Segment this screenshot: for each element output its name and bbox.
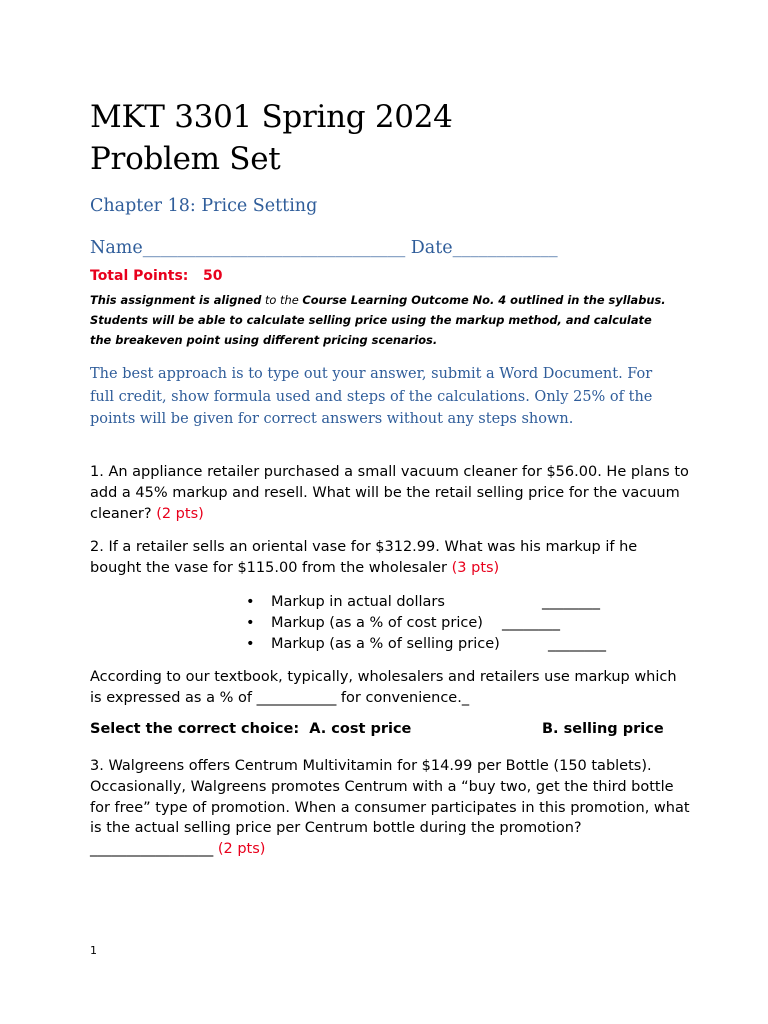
correct-choice-line [90,721,690,743]
total-points [90,268,223,284]
bullet-label: Markup (as a % of cost price) [271,614,483,631]
textbook-markup-question: According to our textbook, typically, wholesalers and retailers use markup which is expressed as a % of ___________ for convenience._ [90,669,677,706]
bullet-icon: • [246,635,255,652]
title-line-problem-set: Problem Set [90,141,281,177]
choice-b: B. selling price [542,721,664,737]
question-2-bullet-list [246,592,626,654]
total-points-label: Total Points: [90,268,189,284]
choice-a: Select the correct choice: A. cost price [90,721,412,737]
question-1-points: (2 pts) [156,505,204,522]
question-2-points: (3 pts) [451,559,500,576]
answer-blank: ________ [502,614,560,631]
question-3 [90,756,690,860]
title-line-course: MKT 3301 Spring 2024 [90,99,453,135]
alignment-part-1: This assignment is aligned [90,293,262,307]
question-3-text: 3. Walgreens offers Centrum Multivitamin for $14.99 per Bottle (150 tablets). Occasionally, Walgreens promotes Centrum with a “buy two, get the third bottle for free” type of promotion. When a consumer participates in this promotion, what is the actual selling price per Centrum bottle during the promotion? _________________ [90,758,690,858]
question-3-points: (2 pts) [217,841,266,858]
question-1 [90,462,690,524]
question-2-text: 2. If a retailer sells an oriental vase for $312.99. What was his markup if he bought the vase for $115.00 from the wholesaler [90,539,638,576]
list-item [246,634,626,655]
name-date-line [90,238,558,258]
alignment-part-2: to the [261,293,303,307]
name-blank: ______________________________ [142,238,406,258]
bullet-label: Markup in actual dollars [271,594,445,610]
list-item [246,592,626,613]
question-1-text: 1. An appliance retailer purchased a small vacuum cleaner for $56.00. He plans to add a 45% markup and resell. What will be the retail selling price for the vacuum cleaner? [90,464,689,522]
answer-blank: ________ [548,635,606,652]
bullet-icon: • [246,614,255,631]
total-points-value: 50 [203,268,223,284]
date-label: Date [410,238,453,258]
page-number: 1 [90,944,97,957]
question-2 [90,537,690,579]
learning-outcome-statement [90,290,670,350]
document-title [90,96,453,180]
name-label: Name [90,238,143,258]
bullet-label: Markup (as a % of selling price) [271,635,500,652]
chapter-heading: Chapter 18: Price Setting [90,196,318,216]
bullet-icon: • [246,594,255,610]
answer-blank: ________ [542,594,600,610]
alignment-part-3: Course Learning Outcome No. 4 outlined in the syllabus. Students will be able to calculate selling price using the markup method, and calculate the breakeven point using different pricing scenarios. [90,293,666,347]
date-blank: ____________ [452,238,558,258]
list-item [246,613,626,634]
instructions-paragraph: The best approach is to type out your answer, submit a Word Document. For full credit, show formula used and steps of the calculations. Only 25% of the points will be given for correct answers without any steps shown. [90,366,653,427]
